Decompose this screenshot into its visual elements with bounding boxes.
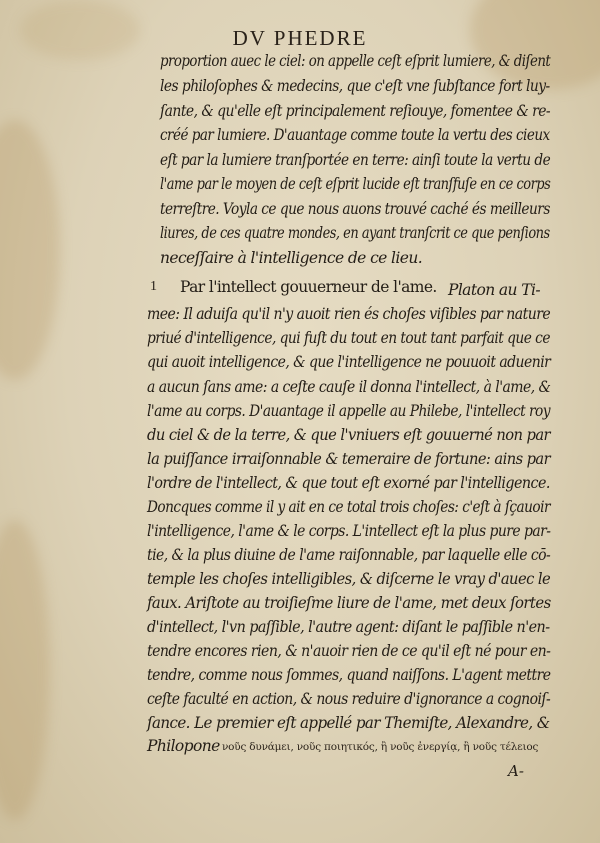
text-line: a aucun ſans ame: a ceſte cauſe il donna l'intellect, à l'ame, & [147,378,551,396]
catchword: A- [508,762,524,780]
text-line: neceſſaire à l'intelligence de ce lieu. [160,249,423,267]
text-line: l'ordre de l'intellect, & que tout eſt exorné par l'intelligence. [147,474,550,492]
text-line: créé par lumiere. D'auantage comme toute la vertu des cieux [160,126,550,144]
text-line: tendre encores rien, & n'auoir rien de ce qu'il eſt né pour en- [147,642,551,660]
text-line: terreſtre. Voyla ce que nous auons trouvé caché és meilleurs [160,200,550,218]
text-line: ſance. Le premier eſt appellé par Themiſte, Alexandre, & [147,714,550,732]
text-line: l'intelligence, l'ame & le corps. L'intellect eſt la plus pure par- [147,522,551,540]
water-stain [0,120,60,380]
text-line: faux. Ariſtote au troiſieſme liure de l'ame, met deux ſortes [147,594,551,612]
text-line: ceſte faculté en action, & nous reduire d'ignorance a cognoiſ- [147,690,551,708]
text-line: les philoſophes & medecins, que c'eſt vne ſubſtance fort luy- [160,77,550,95]
text-line: d'intellect, l'vn paſſible, l'autre agent: diſant le paſſible n'en- [147,618,550,636]
text-line: l'ame au corps. D'auantage il appelle au Philebe, l'intellect roy [147,402,551,420]
text-line: proportion auec le ciel: on appelle ceſt eſprit lumiere, & diſent [160,52,551,70]
note-number: 1 [150,279,157,294]
text-line: Doncques comme il y ait en ce total trois choſes: c'eſt à ſçauoir [147,498,550,516]
text-line: Platon au Ti- [448,281,540,299]
greek-quotation: νοῦς δυνάμει, νοῦς ποιητικός, ἢ νοῦς ἐνεργίᾳ, ἢ νοῦς τέλειος [222,741,539,753]
text-line: eſt par la lumiere tranſportée en terre: ainſi toute la vertu de [160,151,551,169]
text-line: la puiſſance irraiſonnable & temeraire de fortune: ains par [147,450,551,468]
text-line: temple les choſes intelligibles, & diſcerne le vray d'auec le [147,570,551,588]
text-line: tendre, comme nous ſommes, quand naiſſons. L'agent mettre [147,666,551,684]
text-line: l'ame par le moyen de ceſt eſprit lucide eſt tranſfuſe en ce corps [160,175,551,193]
text-line: Philopone [147,737,220,755]
text-line: ſante, & qu'elle eſt principalement reſiouye, fomentee & re- [160,102,551,120]
text-line: liures, de ces quatre mondes, en ayant tranſcrit ce que penſions [160,224,550,242]
text-line: tie, & la plus diuine de l'ame raiſonnable, par laquelle elle cō- [147,546,551,564]
water-stain [0,520,50,820]
text-line: priué d'intelligence, qui fuſt du tout en tout tant parfait que ce [147,329,550,347]
text-line: mee: Il aduiſa qu'il n'y auoit rien és choſes viſibles par nature [147,305,551,323]
text-line: du ciel & de la terre, & que l'vniuers eſt gouuerné non par [147,426,550,444]
running-head: DV PHEDRE [232,26,368,50]
text-line: qui auoit intelligence, & que l'intelligence ne pouuoit aduenir [147,353,551,371]
note-lemma: Par l'intellect gouuerneur de l'ame. [180,278,437,296]
